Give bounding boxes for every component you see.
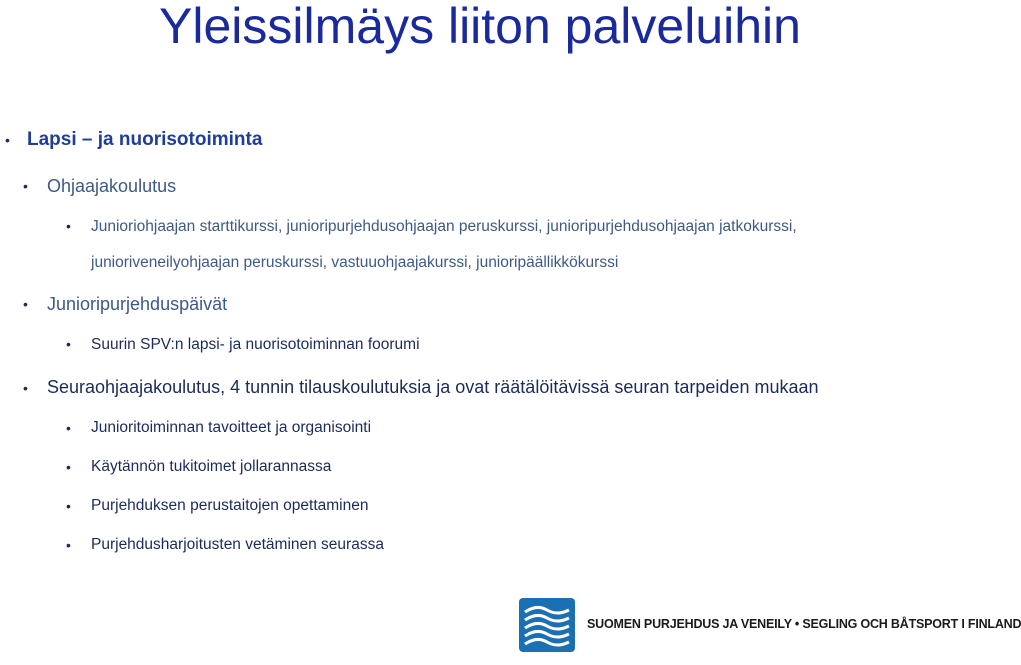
bullet-icon: • <box>66 420 71 436</box>
bullet-icon: • <box>66 459 71 475</box>
section-heading: Lapsi – ja nuorisotoiminta <box>27 129 263 150</box>
list-item: Purjehduksen perustaitojen opettaminen <box>91 497 369 514</box>
list-item: Ohjaajakoulutus <box>47 176 177 196</box>
bullet-icon: • <box>66 498 71 514</box>
list-item: Käytännön tukitoimet jollarannassa <box>91 458 332 475</box>
list-item: Junioritoiminnan tavoitteet ja organisointi <box>91 419 372 436</box>
bullet-icon: • <box>23 296 28 312</box>
bullet-icon: • <box>66 218 71 234</box>
list-item: Junioripurjehduspäivät <box>47 294 228 314</box>
bullet-icon: • <box>66 336 71 352</box>
list-item-continuation: junioriveneilyohjaajan peruskurssi, vastuuohjaajakurssi, junioripäällikkökurssi <box>91 254 619 271</box>
organization-name: SUOMEN PURJEHDUS JA VENEILY • SEGLING OCH BÅTSPORT I FINLAND <box>587 617 1021 631</box>
bullet-icon: • <box>23 178 28 194</box>
list-item: Junioriohjaajan starttikurssi, junioripurjehdusohjaajan peruskurssi, junioripurjehdusohjaajan jatkokurssi, <box>91 218 797 235</box>
list-item: Seuraohjaajakoulutus, 4 tunnin tilauskoulutuksia ja ovat räätälöitävissä seuran tarpeiden mukaan <box>47 377 819 397</box>
list-item: Suurin SPV:n lapsi- ja nuorisotoiminnan foorumi <box>91 336 420 353</box>
bullet-icon: • <box>5 132 10 148</box>
page-title: Yleissilmäys liiton palveluihin <box>159 0 801 54</box>
bullet-icon: • <box>23 380 28 396</box>
waves-logo-icon <box>519 598 575 652</box>
bullet-icon: • <box>66 537 71 553</box>
list-item: Purjehdusharjoitusten vetäminen seurassa <box>91 536 384 553</box>
